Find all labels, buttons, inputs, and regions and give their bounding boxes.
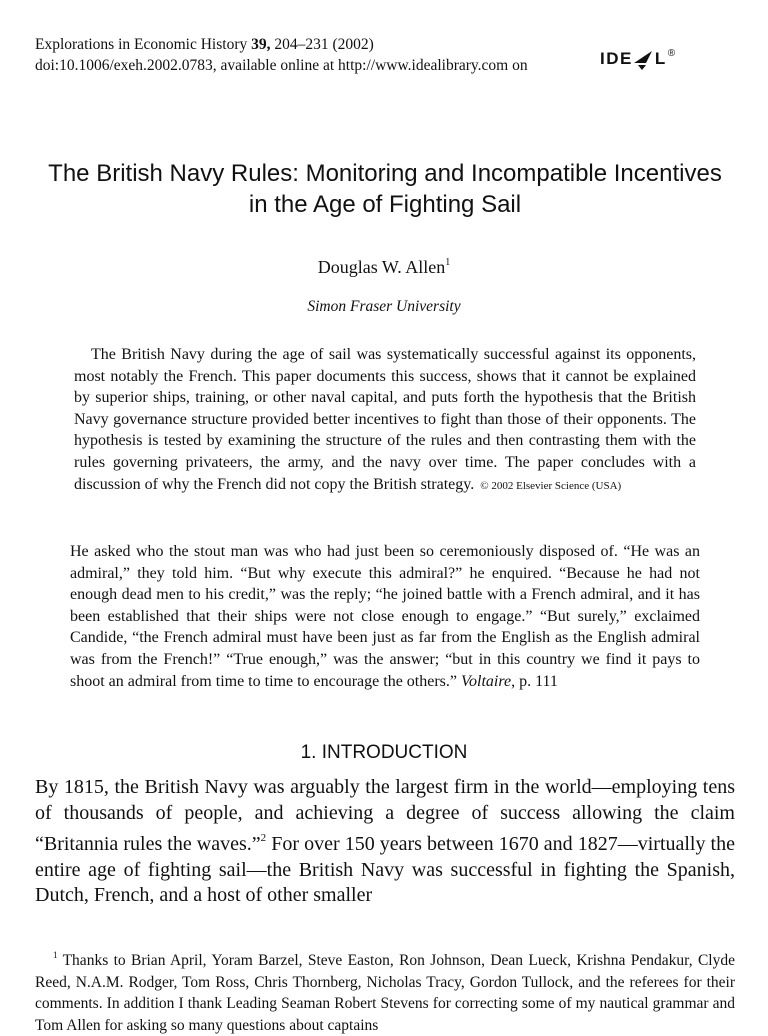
- intro-footnote-mark: 2: [260, 832, 267, 844]
- journal-pages: 204–231 (2002): [274, 36, 374, 53]
- doi-line: doi:10.1006/exeh.2002.0783, available online at http://www.idealibrary.com on: [35, 57, 528, 74]
- logo-text-left: IDE: [600, 49, 633, 68]
- abstract: [74, 344, 696, 497]
- ideal-logo-mark-icon: [634, 49, 654, 71]
- affiliation: Simon Fraser University: [307, 298, 461, 315]
- epigraph-text: He asked who the stout man was who had just been so ceremoniously disposed of. “He was an admiral,” they told him. “But why execute this admiral?” he enquired. “Because he had not enough dead men to his credit,” was the reply; “he joined battle with a French admiral, and it has been established that their ships were not close enough to engage.” “But surely,” exclaimed Candide, “the French admiral must have been just as far from the English as the English admiral was from the French!” “True enough,” was the answer; “but in this country we find it pays to shoot an admiral from time to time to encourage the others.”: [70, 543, 700, 690]
- intro-paragraph: [35, 775, 735, 909]
- copyright-notice: © 2002 Elsevier Science (USA): [480, 479, 622, 492]
- journal-volume: 39,: [251, 36, 271, 53]
- registered-mark: ®: [667, 48, 677, 59]
- author-footnote-mark: 1: [445, 257, 451, 268]
- epigraph-page: , p. 111: [511, 672, 558, 690]
- ideal-logo: [600, 49, 677, 71]
- epigraph-source: Voltaire: [461, 672, 512, 690]
- journal-name: Explorations in Economic History: [35, 36, 248, 53]
- paper-title: The British Navy Rules: Monitoring and Incompatible Incentives in the Age of Fighting Sail: [48, 160, 722, 218]
- journal-header: [35, 34, 528, 76]
- epigraph: [70, 541, 700, 692]
- author-name: Douglas W. Allen: [317, 257, 446, 277]
- intro-text-a: By 1815, the British Navy was arguably the largest firm in the world—employing tens of thousands of people, and achieving a degree of success allowing the claim “Britannia rules the waves.”: [35, 776, 735, 855]
- logo-text-right: L: [654, 49, 667, 68]
- footnote: [35, 945, 735, 1036]
- intro-text-b: For over 150 years between 1670 and 1827—virtually the entire age of fighting sail—the British Navy was successful in fighting the Spanish, Dutch, French, and a host of other smaller: [35, 833, 735, 906]
- citation-line: [35, 34, 528, 55]
- abstract-text: The British Navy during the age of sail was systematically successful against its opponents, most notably the French. This paper documents this success, shows that it cannot be explained by superior ships, training, or other naval capital, and puts forth the hypothesis that the British Navy governance structure provided better incentives to fight than those of their opponents. The hypothesis is tested by examining the structure of the rules and then contrasting them with the rules governing privateers, the army, and the navy over time. The paper concludes with a discussion of why the French did not copy the British strategy.: [74, 346, 696, 493]
- section-heading: 1. INTRODUCTION: [300, 742, 468, 763]
- author: [0, 252, 768, 278]
- footnote-mark: 1: [53, 950, 58, 960]
- footnote-text: Thanks to Brian April, Yoram Barzel, Steve Easton, Ron Johnson, Dean Lueck, Krishna Pendakur, Clyde Reed, N.A.M. Rodger, Tom Ross, Chris Thornberg, Nicholas Tracy, Gordon Tullock, and the referees for their comments. In addition I thank Leading Seaman Robert Stevens for correcting some of my nautical grammar and Tom Allen for asking so many questions about captains: [35, 952, 735, 1034]
